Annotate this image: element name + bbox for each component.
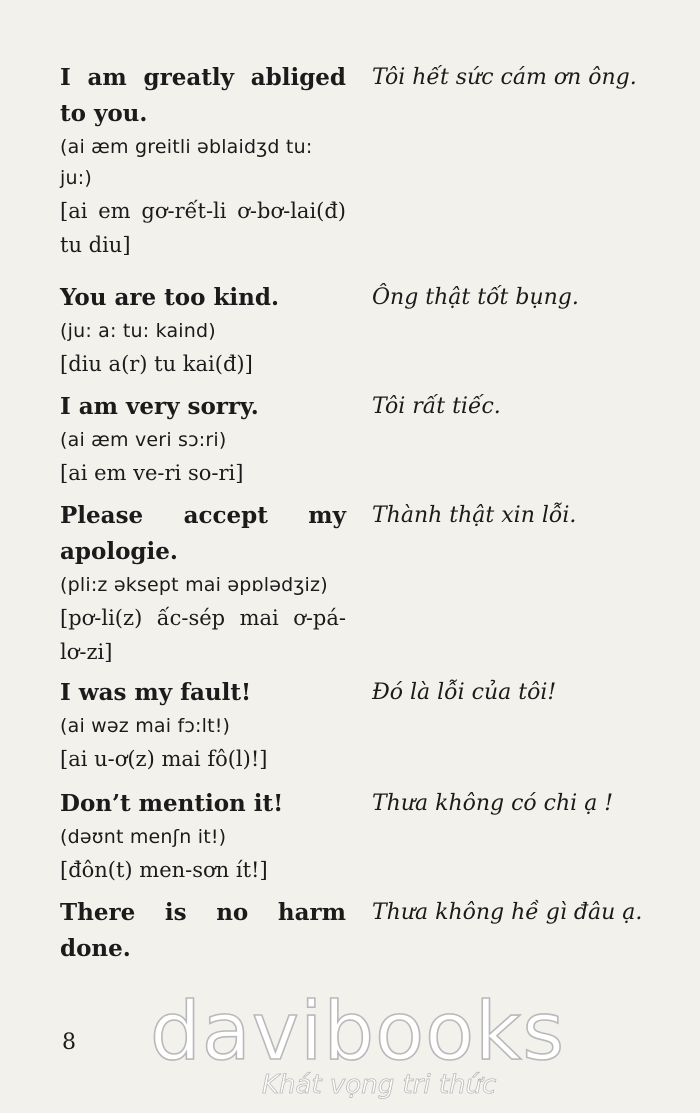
- english-phrase: Please accept my apologie.: [60, 502, 346, 565]
- ipa-transcription: (ju: a: tu: kaind): [60, 320, 216, 342]
- english-phrase: There is no harm done.: [60, 899, 346, 962]
- ipa-transcription: (ai wəz mai fɔ:lt!): [60, 715, 231, 737]
- english-column: [60, 895, 346, 967]
- english-column: [60, 280, 346, 381]
- vietnamese-column: [372, 498, 644, 534]
- english-column: [60, 389, 346, 490]
- vietnamese-column: [372, 675, 644, 711]
- vietnamese-translation: Thành thật xin lỗi.: [372, 503, 577, 528]
- english-phrase: I am very sorry.: [60, 393, 259, 420]
- english-column: [60, 498, 346, 669]
- english-phrase: Don’t mention it!: [60, 790, 284, 817]
- vietnamese-column: [372, 895, 644, 931]
- vietnamese-translation: Ông thật tốt bụng.: [372, 285, 579, 310]
- ipa-transcription: (pli:z əksept mai əpɒlədʒiz): [60, 574, 328, 596]
- vietnamese-pronunciation: [ai u-ơ(z) mai fô(l)!]: [60, 747, 268, 771]
- vietnamese-column: [372, 280, 644, 316]
- vietnamese-pronunciation: [ai em ve-ri so-ri]: [60, 461, 244, 485]
- ipa-transcription: (dəʊnt menʃn it!): [60, 826, 227, 848]
- vietnamese-translation: Thưa không có chi ạ !: [372, 791, 614, 816]
- english-column: [60, 60, 346, 262]
- vietnamese-column: [372, 786, 644, 822]
- vietnamese-pronunciation: [đôn(t) men-sơn ít!]: [60, 858, 268, 882]
- vietnamese-column: [372, 60, 644, 96]
- vietnamese-translation: Tôi rất tiếc.: [372, 394, 501, 419]
- publisher-watermark-slogan: Khát vọng tri thức: [262, 1070, 497, 1100]
- page-number: 8: [62, 1030, 76, 1055]
- vietnamese-translation: Đó là lỗi của tôi!: [372, 680, 557, 705]
- english-phrase: You are too kind.: [60, 284, 279, 311]
- english-column: [60, 786, 346, 887]
- ipa-transcription: (ai æm veri sɔ:ri): [60, 429, 227, 451]
- english-phrase: I was my fault!: [60, 679, 252, 706]
- vietnamese-column: [372, 389, 644, 425]
- vietnamese-pronunciation: [pơ-li(z) ấc-sép mai ơ-pá-lơ-zi]: [60, 606, 346, 664]
- ipa-transcription: (ai æm greitli əblaidʒd tu: ju:): [60, 136, 313, 189]
- vietnamese-translation: Tôi hết sức cám ơn ông.: [372, 65, 637, 90]
- english-column: [60, 675, 346, 776]
- publisher-watermark-logo: davibooks: [150, 985, 566, 1078]
- english-phrase: I am greatly abliged to you.: [60, 64, 346, 127]
- vietnamese-pronunciation: [ai em gơ-rết-li ơ-bơ-lai(đ) tu diu]: [60, 199, 346, 257]
- vietnamese-translation: Thưa không hề gì đâu ạ.: [372, 900, 643, 925]
- vietnamese-pronunciation: [diu a(r) tu kai(đ)]: [60, 352, 253, 376]
